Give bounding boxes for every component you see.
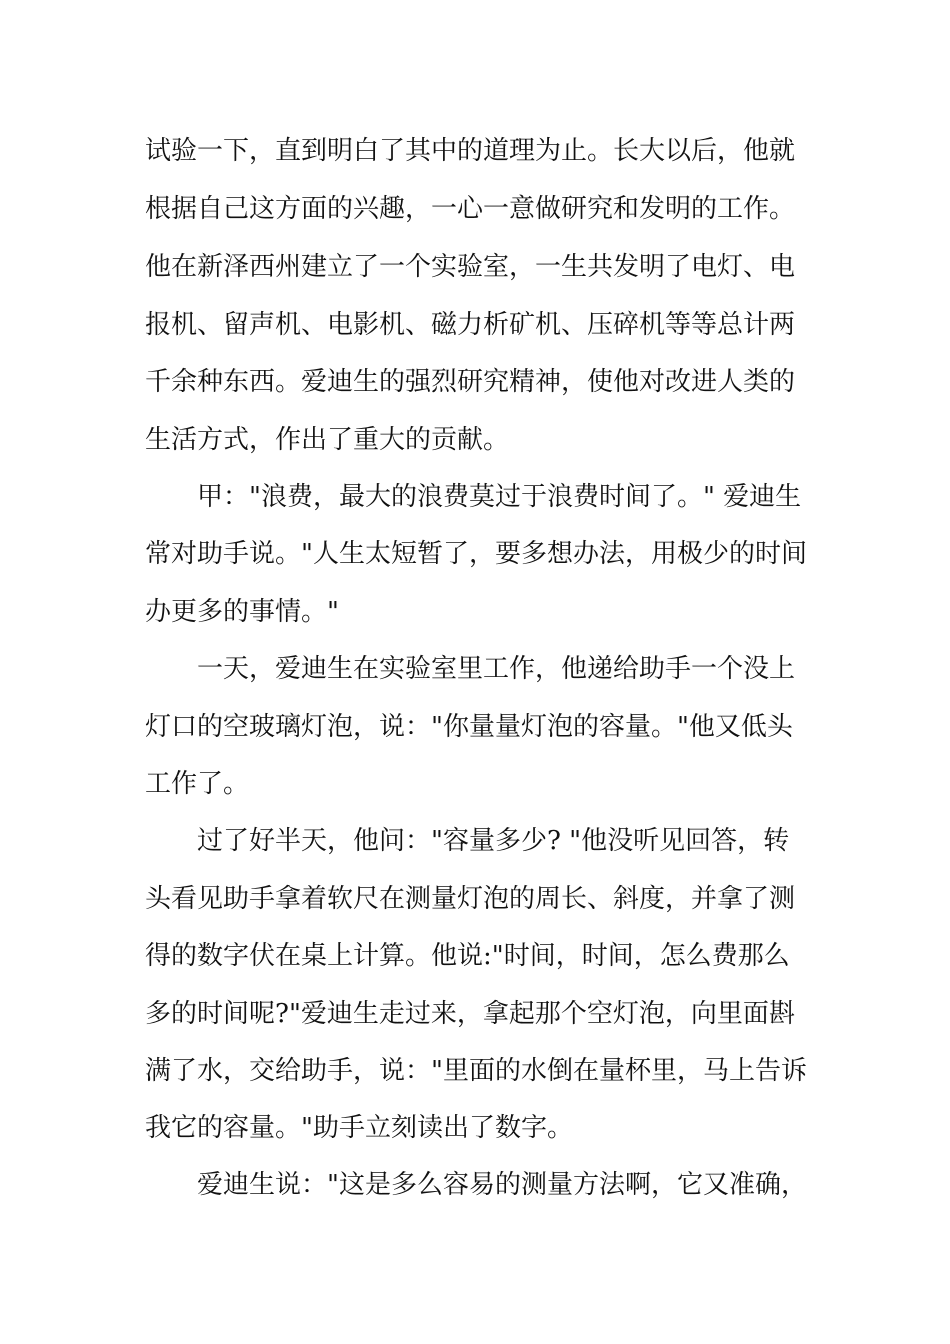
text-line: 灯口的空玻璃灯泡，说："你量量灯泡的容量。"他又低头 xyxy=(145,712,793,742)
paragraph-start-line: 爱迪生说："这是多么容易的测量方法啊，它又准确， xyxy=(197,1170,807,1200)
text-line: 常对助手说。"人生太短暂了，要多想办法，用极少的时间 xyxy=(145,539,807,569)
text-line: 他在新泽西州建立了一个实验室，一生共发明了电灯、电 xyxy=(145,252,796,282)
paragraph-start-line: 过了好半天，他问："容量多少? "他没听见回答，转 xyxy=(197,826,790,856)
text-line: 工作了。 xyxy=(145,769,250,799)
text-line: 根据自己这方面的兴趣，一心一意做研究和发明的工作。 xyxy=(145,194,796,224)
text-line: 试验一下，直到明白了其中的道理为止。长大以后，他就 xyxy=(145,136,796,166)
paragraph-start-line: 一天，爱迪生在实验室里工作，他递给助手一个没上 xyxy=(197,654,796,684)
text-line: 报机、留声机、电影机、磁力析矿机、压碎机等等总计两 xyxy=(145,310,796,340)
text-line: 满了水，交给助手，说："里面的水倒在量杯里，马上告诉 xyxy=(145,1056,807,1086)
text-line: 头看见助手拿着软尺在测量灯泡的周长、斜度，并拿了测 xyxy=(145,884,796,914)
text-line: 办更多的事情。" xyxy=(145,597,339,627)
text-line: 生活方式，作出了重大的贡献。 xyxy=(145,425,510,455)
paragraph-start-line: 甲："浪费，最大的浪费莫过于浪费时间了。" 爱迪生 xyxy=(197,482,802,512)
text-line: 千余种东西。爱迪生的强烈研究精神，使他对改进人类的 xyxy=(145,367,796,397)
text-line: 多的时间呢?"爱迪生走过来，拿起那个空灯泡，向里面斟 xyxy=(145,999,795,1029)
text-line: 我它的容量。"助手立刻读出了数字。 xyxy=(145,1113,573,1143)
text-line: 得的数字伏在桌上计算。他说:"时间，时间，怎么费那么 xyxy=(145,941,790,971)
